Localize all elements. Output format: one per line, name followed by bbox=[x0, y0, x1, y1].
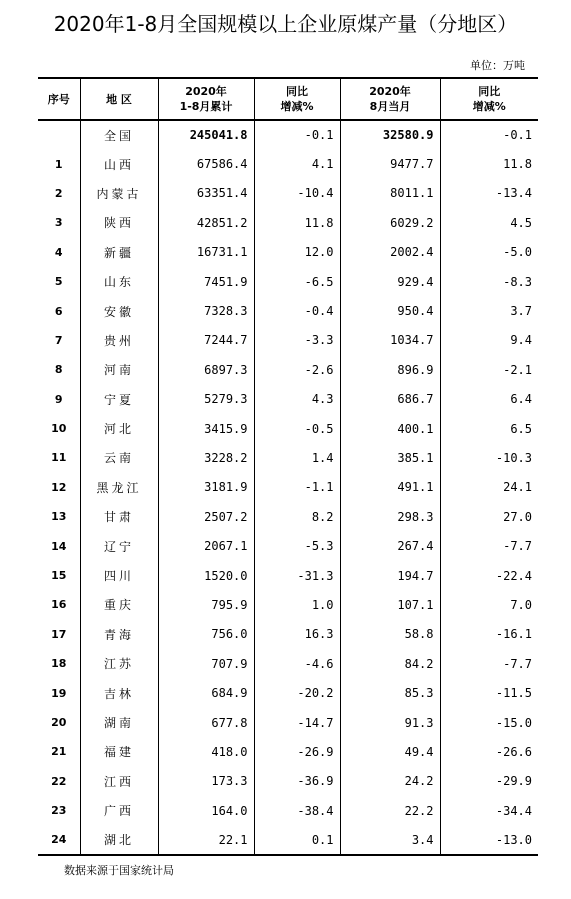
cell-yoy-monthly: -34.4 bbox=[495, 803, 532, 818]
cell-cumulative: 677.8 bbox=[158, 708, 254, 737]
cell-yoy-monthly: -13.4 bbox=[495, 186, 532, 201]
table-row bbox=[38, 296, 538, 325]
cell-yoy-cumulative: -3.3 bbox=[254, 326, 340, 355]
cell-seq: 6 bbox=[38, 296, 80, 325]
cell-region: 辽宁 bbox=[80, 531, 158, 560]
cell-region: 山西 bbox=[80, 149, 158, 178]
table-row bbox=[38, 796, 538, 825]
table-body bbox=[38, 120, 538, 855]
cell-cumulative: 63351.4 bbox=[158, 179, 254, 208]
cell-monthly: 24.2 bbox=[340, 767, 440, 796]
cell-seq: 13 bbox=[38, 502, 80, 531]
cell-seq: 2 bbox=[38, 179, 80, 208]
cell-yoy-cumulative: -31.3 bbox=[254, 561, 340, 590]
cell-yoy-monthly: -7.7 bbox=[503, 539, 532, 554]
table-row bbox=[38, 267, 538, 296]
cell-yoy-monthly: -10.3 bbox=[495, 450, 532, 465]
cell-monthly: 400.1 bbox=[340, 414, 440, 443]
cell-monthly: 91.3 bbox=[340, 708, 440, 737]
cell-seq: 10 bbox=[38, 414, 80, 443]
header-cumulative bbox=[158, 78, 254, 120]
cell-yoy-monthly: 24.1 bbox=[503, 480, 532, 495]
cell-region: 新疆 bbox=[80, 238, 158, 267]
cell-yoy-monthly: 11.8 bbox=[503, 157, 532, 172]
cell-region: 安徽 bbox=[80, 296, 158, 325]
cell-seq: 19 bbox=[38, 678, 80, 707]
cell-seq: 18 bbox=[38, 649, 80, 678]
cell-seq: 21 bbox=[38, 737, 80, 766]
cell-yoy-monthly: -11.5 bbox=[495, 686, 532, 701]
cell-yoy-monthly: 27.0 bbox=[503, 509, 532, 524]
header-monthly bbox=[340, 78, 440, 120]
cell-yoy-monthly: -5.0 bbox=[503, 245, 532, 260]
cell-monthly: 950.4 bbox=[340, 296, 440, 325]
cell-monthly: 84.2 bbox=[340, 649, 440, 678]
cell-cumulative: 3181.9 bbox=[158, 473, 254, 502]
cell-region: 江苏 bbox=[80, 649, 158, 678]
table-row bbox=[38, 473, 538, 502]
cell-cumulative: 795.9 bbox=[158, 590, 254, 619]
cell-seq: 3 bbox=[38, 208, 80, 237]
cell-cumulative: 418.0 bbox=[158, 737, 254, 766]
cell-yoy-cumulative: -26.9 bbox=[254, 737, 340, 766]
cell-monthly: 107.1 bbox=[340, 590, 440, 619]
header-cumulative-year: 2020年 bbox=[185, 85, 227, 98]
table-row bbox=[38, 414, 538, 443]
cell-monthly: 194.7 bbox=[340, 561, 440, 590]
cell-cumulative: 1520.0 bbox=[158, 561, 254, 590]
table-row bbox=[38, 208, 538, 237]
cell-seq: 11 bbox=[38, 443, 80, 472]
cell-yoy-monthly: -0.1 bbox=[503, 128, 532, 143]
header-monthly-period: 8月当月 bbox=[369, 100, 411, 113]
cell-cumulative: 42851.2 bbox=[158, 208, 254, 237]
cell-yoy-monthly: 3.7 bbox=[510, 304, 532, 319]
cell-region: 湖北 bbox=[80, 825, 158, 854]
cell-seq: 7 bbox=[38, 326, 80, 355]
cell-yoy-cumulative: 4.1 bbox=[254, 149, 340, 178]
cell-seq: 12 bbox=[38, 473, 80, 502]
cell-yoy-monthly: -22.4 bbox=[495, 568, 532, 583]
cell-seq: 24 bbox=[38, 825, 80, 854]
cell-region: 山东 bbox=[80, 267, 158, 296]
cell-yoy-cumulative: 12.0 bbox=[254, 238, 340, 267]
table-row bbox=[38, 737, 538, 766]
cell-region: 甘肃 bbox=[80, 502, 158, 531]
cell-cumulative: 245041.8 bbox=[158, 120, 254, 149]
coal-output-table bbox=[38, 77, 538, 856]
cell-yoy-cumulative: -14.7 bbox=[254, 708, 340, 737]
header-yoy-cumulative-b: 增减% bbox=[280, 100, 314, 113]
table-row bbox=[38, 385, 538, 414]
cell-monthly: 22.2 bbox=[340, 796, 440, 825]
cell-seq: 16 bbox=[38, 590, 80, 619]
cell-yoy-cumulative: -0.1 bbox=[254, 120, 340, 149]
unit-label: 单位：万吨 bbox=[470, 59, 525, 72]
cell-monthly: 896.9 bbox=[340, 355, 440, 384]
cell-monthly: 6029.2 bbox=[340, 208, 440, 237]
cell-monthly: 2002.4 bbox=[340, 238, 440, 267]
cell-region: 黑龙江 bbox=[80, 473, 158, 502]
cell-monthly: 85.3 bbox=[340, 678, 440, 707]
cell-yoy-monthly: -26.6 bbox=[495, 744, 532, 759]
header-yoy-cumulative-a: 同比 bbox=[286, 85, 308, 98]
cell-yoy-monthly: 9.4 bbox=[510, 333, 532, 348]
cell-seq: 9 bbox=[38, 385, 80, 414]
cell-cumulative: 3228.2 bbox=[158, 443, 254, 472]
table-row bbox=[38, 620, 538, 649]
cell-region: 福建 bbox=[80, 737, 158, 766]
cell-yoy-cumulative: 4.3 bbox=[254, 385, 340, 414]
cell-region: 重庆 bbox=[80, 590, 158, 619]
cell-region: 宁夏 bbox=[80, 385, 158, 414]
header-cumulative-period: 1-8月累计 bbox=[179, 100, 233, 113]
cell-yoy-cumulative: -36.9 bbox=[254, 767, 340, 796]
header-yoy-monthly-b: 增减% bbox=[472, 100, 506, 113]
cell-yoy-cumulative: -5.3 bbox=[254, 531, 340, 560]
cell-region: 内蒙古 bbox=[80, 179, 158, 208]
cell-yoy-cumulative: -4.6 bbox=[254, 649, 340, 678]
cell-region: 湖南 bbox=[80, 708, 158, 737]
page-title: 2020年1-8月全国规模以上企业原煤产量（分地区） bbox=[53, 12, 518, 36]
cell-cumulative: 164.0 bbox=[158, 796, 254, 825]
cell-monthly: 3.4 bbox=[340, 825, 440, 854]
cell-region: 云南 bbox=[80, 443, 158, 472]
cell-cumulative: 22.1 bbox=[158, 825, 254, 854]
cell-region: 江西 bbox=[80, 767, 158, 796]
cell-seq: 5 bbox=[38, 267, 80, 296]
table-row bbox=[38, 825, 538, 854]
cell-region: 陕西 bbox=[80, 208, 158, 237]
header-seq: 序号 bbox=[38, 78, 80, 120]
table-row bbox=[38, 238, 538, 267]
cell-region: 四川 bbox=[80, 561, 158, 590]
cell-yoy-monthly: -7.7 bbox=[503, 656, 532, 671]
cell-monthly: 49.4 bbox=[340, 737, 440, 766]
cell-monthly: 1034.7 bbox=[340, 326, 440, 355]
table-row bbox=[38, 590, 538, 619]
cell-yoy-monthly: -13.0 bbox=[440, 825, 538, 854]
cell-yoy-monthly: 4.5 bbox=[510, 215, 532, 230]
cell-monthly: 385.1 bbox=[340, 443, 440, 472]
cell-cumulative: 684.9 bbox=[158, 678, 254, 707]
table-row bbox=[38, 767, 538, 796]
cell-yoy-monthly: -2.1 bbox=[503, 362, 532, 377]
cell-seq: 4 bbox=[38, 238, 80, 267]
source-note: 数据来源于国家统计局 bbox=[64, 864, 174, 877]
cell-monthly: 58.8 bbox=[340, 620, 440, 649]
table-row bbox=[38, 561, 538, 590]
cell-cumulative: 756.0 bbox=[158, 620, 254, 649]
cell-yoy-cumulative: 16.3 bbox=[254, 620, 340, 649]
table-row bbox=[38, 326, 538, 355]
table-row bbox=[38, 149, 538, 178]
cell-yoy-cumulative: 8.2 bbox=[254, 502, 340, 531]
cell-yoy-cumulative: 11.8 bbox=[254, 208, 340, 237]
cell-seq: 14 bbox=[38, 531, 80, 560]
cell-monthly: 298.3 bbox=[340, 502, 440, 531]
cell-cumulative: 16731.1 bbox=[158, 238, 254, 267]
cell-region: 吉林 bbox=[80, 678, 158, 707]
cell-cumulative: 7244.7 bbox=[158, 326, 254, 355]
cell-seq: 23 bbox=[38, 796, 80, 825]
cell-cumulative: 707.9 bbox=[158, 649, 254, 678]
cell-cumulative: 5279.3 bbox=[158, 385, 254, 414]
cell-region: 青海 bbox=[80, 620, 158, 649]
cell-seq: 20 bbox=[38, 708, 80, 737]
cell-yoy-cumulative: 1.4 bbox=[254, 443, 340, 472]
cell-yoy-monthly: -16.1 bbox=[495, 627, 532, 642]
cell-monthly: 32580.9 bbox=[340, 120, 440, 149]
cell-yoy-monthly: -8.3 bbox=[503, 274, 532, 289]
cell-region: 贵州 bbox=[80, 326, 158, 355]
cell-yoy-cumulative: -38.4 bbox=[254, 796, 340, 825]
cell-region: 河北 bbox=[80, 414, 158, 443]
header-monthly-year: 2020年 bbox=[369, 85, 411, 98]
table-row-total bbox=[38, 120, 538, 149]
cell-yoy-cumulative: -6.5 bbox=[254, 267, 340, 296]
table-row bbox=[38, 443, 538, 472]
cell-seq: 8 bbox=[38, 355, 80, 384]
cell-cumulative: 67586.4 bbox=[158, 149, 254, 178]
table-row bbox=[38, 649, 538, 678]
cell-yoy-monthly: -15.0 bbox=[495, 715, 532, 730]
cell-seq: 17 bbox=[38, 620, 80, 649]
cell-seq bbox=[38, 120, 80, 149]
cell-monthly: 9477.7 bbox=[340, 149, 440, 178]
cell-cumulative: 2067.1 bbox=[158, 531, 254, 560]
cell-seq: 15 bbox=[38, 561, 80, 590]
cell-yoy-cumulative: -1.1 bbox=[254, 473, 340, 502]
cell-region: 全国 bbox=[80, 120, 158, 149]
cell-seq: 22 bbox=[38, 767, 80, 796]
cell-cumulative: 6897.3 bbox=[158, 355, 254, 384]
cell-cumulative: 173.3 bbox=[158, 767, 254, 796]
cell-cumulative: 7451.9 bbox=[158, 267, 254, 296]
table-row bbox=[38, 179, 538, 208]
cell-yoy-monthly: 6.5 bbox=[510, 421, 532, 436]
cell-monthly: 491.1 bbox=[340, 473, 440, 502]
table-row bbox=[38, 355, 538, 384]
cell-yoy-cumulative: 0.1 bbox=[254, 825, 340, 854]
cell-yoy-cumulative: -10.4 bbox=[254, 179, 340, 208]
cell-cumulative: 3415.9 bbox=[158, 414, 254, 443]
header-yoy-monthly-a: 同比 bbox=[478, 85, 501, 98]
cell-yoy-cumulative: -0.4 bbox=[254, 296, 340, 325]
cell-seq: 1 bbox=[38, 149, 80, 178]
cell-yoy-cumulative: -20.2 bbox=[254, 678, 340, 707]
cell-region: 广西 bbox=[80, 796, 158, 825]
cell-monthly: 686.7 bbox=[340, 385, 440, 414]
cell-yoy-cumulative: -2.6 bbox=[254, 355, 340, 384]
cell-yoy-monthly: -29.9 bbox=[495, 774, 532, 789]
cell-monthly: 267.4 bbox=[340, 531, 440, 560]
cell-monthly: 8011.1 bbox=[340, 179, 440, 208]
table-row bbox=[38, 502, 538, 531]
header-yoy-cumulative bbox=[254, 78, 340, 120]
cell-region: 河南 bbox=[80, 355, 158, 384]
cell-yoy-cumulative: 1.0 bbox=[254, 590, 340, 619]
cell-yoy-cumulative: -0.5 bbox=[254, 414, 340, 443]
cell-cumulative: 2507.2 bbox=[158, 502, 254, 531]
cell-monthly: 929.4 bbox=[340, 267, 440, 296]
cell-yoy-monthly: 6.4 bbox=[510, 392, 532, 407]
table-header-row bbox=[38, 78, 538, 120]
table-row bbox=[38, 531, 538, 560]
cell-cumulative: 7328.3 bbox=[158, 296, 254, 325]
table-row bbox=[38, 678, 538, 707]
header-yoy-monthly bbox=[440, 78, 538, 120]
header-region: 地 区 bbox=[80, 78, 158, 120]
cell-yoy-monthly: 7.0 bbox=[510, 597, 532, 612]
table-row bbox=[38, 708, 538, 737]
